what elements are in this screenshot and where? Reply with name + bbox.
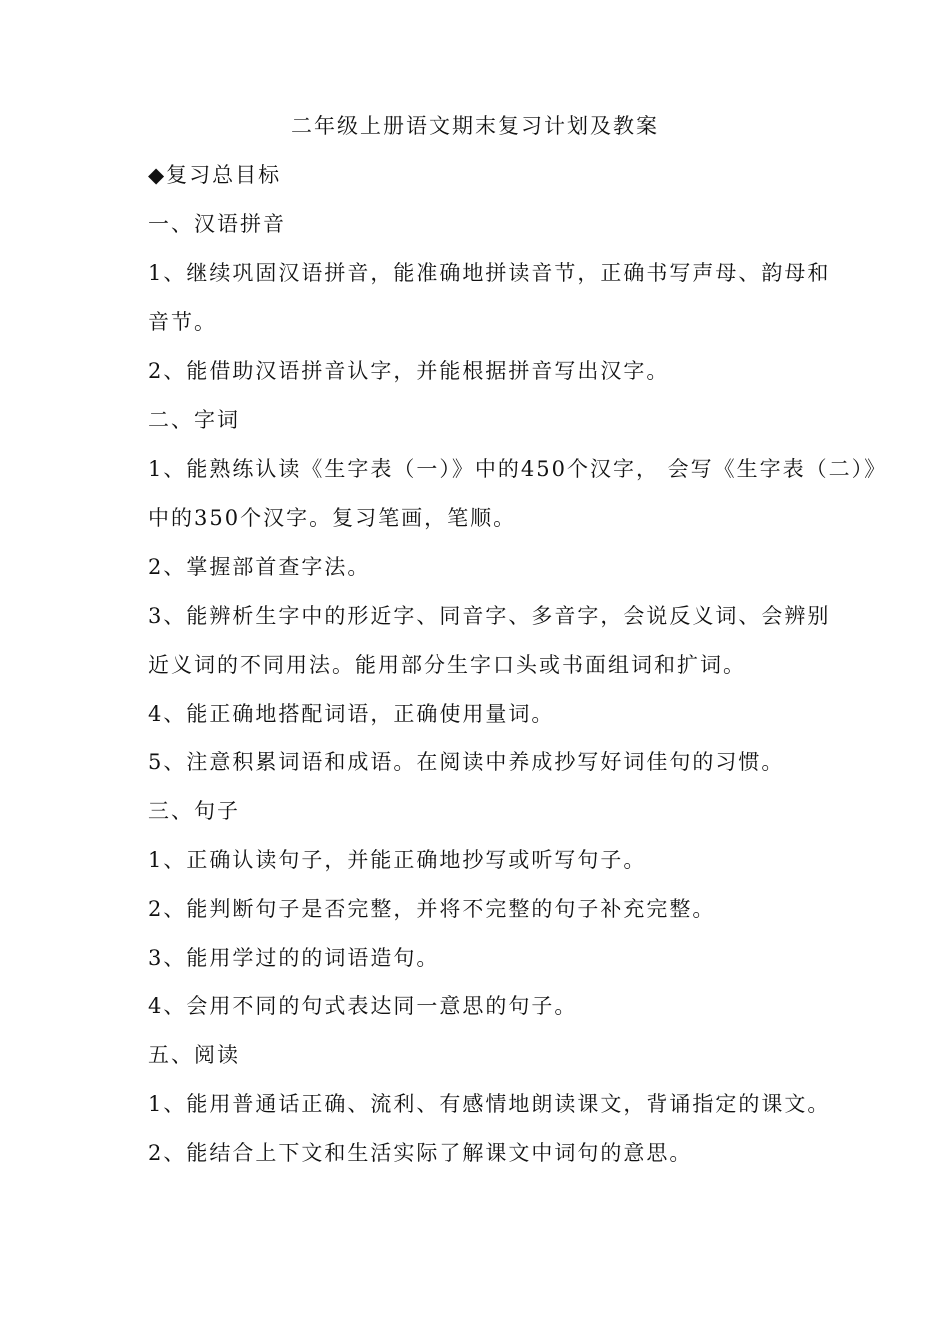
- paragraph-line: 2、能判断句子是否完整，并将不完整的句子补充完整。: [148, 897, 716, 921]
- paragraph-line: 中的350个汉字。复习笔画，笔顺。: [148, 506, 517, 530]
- document-title: 二年级上册语文期末复习计划及教案: [291, 114, 659, 138]
- paragraph-line: 1、能用普通话正确、流利、有感情地朗读课文，背诵指定的课文。: [148, 1092, 831, 1116]
- paragraph-line: 1、正确认读句子，并能正确地抄写或听写句子。: [148, 848, 647, 872]
- section-heading-overall-goals: ◆复习总目标: [148, 163, 282, 187]
- paragraph-line: 2、能借助汉语拼音认字，并能根据拼音写出汉字。: [148, 359, 670, 383]
- paragraph-line: 4、能正确地搭配词语，正确使用量词。: [148, 702, 555, 726]
- paragraph-line: 5、注意积累词语和成语。在阅读中养成抄写好词佳句的习惯。: [148, 750, 785, 774]
- paragraph-line: 3、能用学过的的词语造句。: [148, 946, 440, 970]
- paragraph-line: 1、能熟练认读《生字表（一）》中的450个汉字， 会写《生字表（二）》: [148, 457, 888, 481]
- paragraph-line: 4、会用不同的句式表达同一意思的句子。: [148, 994, 578, 1018]
- section-heading-sentences: 三、句子: [148, 799, 240, 823]
- section-heading-pinyin: 一、汉语拼音: [148, 212, 286, 236]
- section-heading-reading: 五、阅读: [148, 1043, 240, 1067]
- paragraph-line: 3、能辨析生字中的形近字、同音字、多音字，会说反义词、会辨别: [148, 604, 831, 628]
- section-heading-words: 二、字词: [148, 408, 240, 432]
- paragraph-line: 2、能结合上下文和生活实际了解课文中词句的意思。: [148, 1141, 693, 1165]
- paragraph-line: 音节。: [148, 310, 217, 334]
- paragraph-line: 2、掌握部首查字法。: [148, 555, 371, 579]
- paragraph-line: 近义词的不同用法。能用部分生字口头或书面组词和扩词。: [148, 653, 746, 677]
- paragraph-line: 1、继续巩固汉语拼音，能准确地拼读音节，正确书写声母、韵母和: [148, 261, 831, 285]
